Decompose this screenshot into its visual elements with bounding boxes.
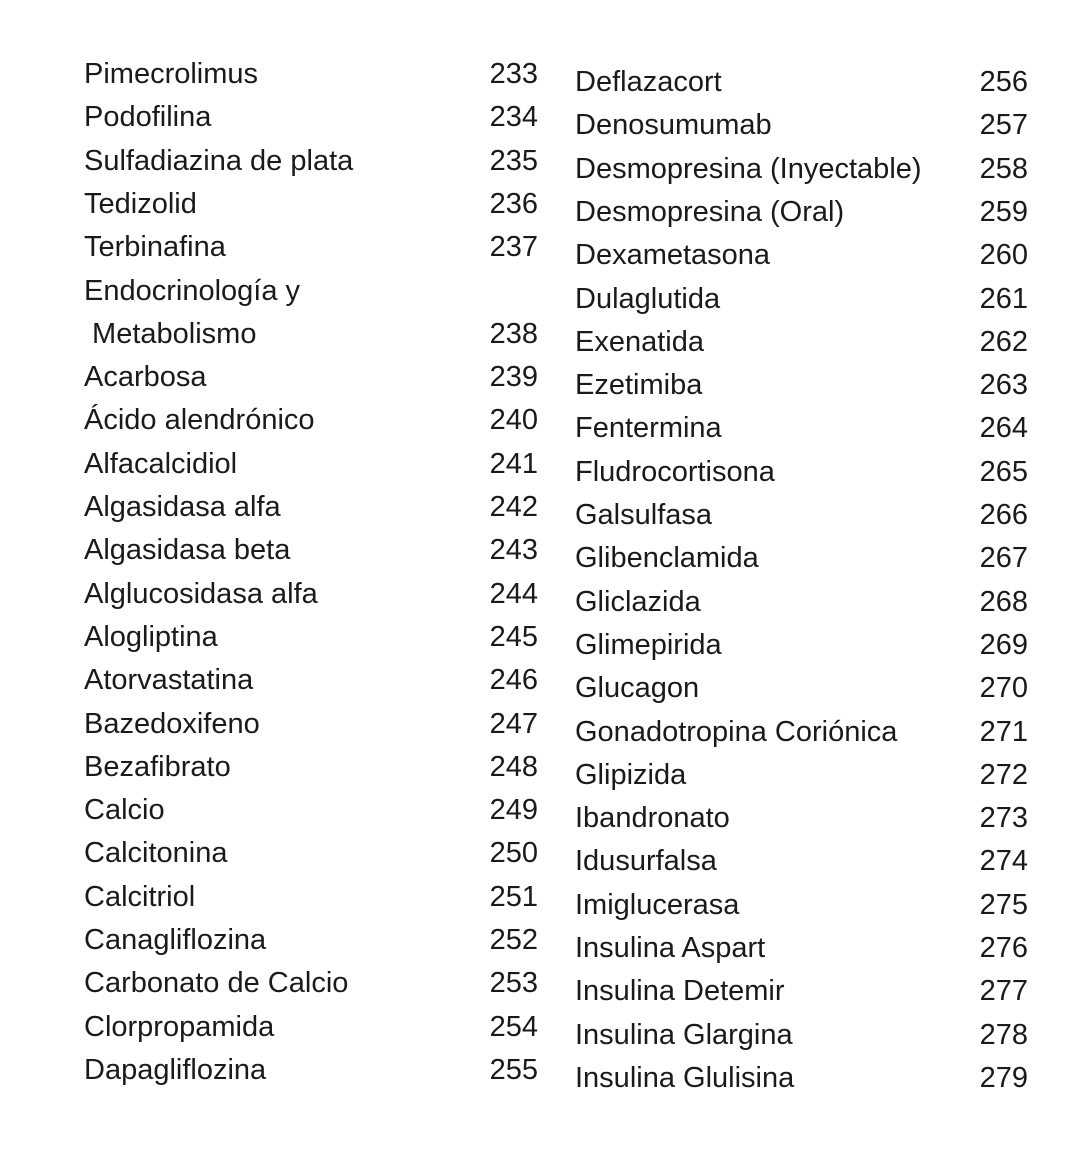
entry-page-number: 271: [979, 715, 1028, 748]
entry-page-number: 243: [489, 534, 538, 567]
entry-name: Exenatida: [575, 325, 704, 358]
entry-page-number: 262: [979, 325, 1028, 358]
entry-name: Glibenclamida: [575, 542, 759, 575]
entry-name: Terbinafina: [84, 231, 226, 264]
entry-page-number: 278: [979, 1018, 1028, 1051]
entry-name: Pimecrolimus: [84, 58, 259, 90]
index-entry: [575, 668, 1028, 708]
entry-name: Alogliptina: [84, 620, 218, 653]
index-entry: [575, 841, 1028, 881]
index-entry: [575, 755, 1028, 795]
entry-page-number: 261: [979, 282, 1028, 315]
entry-page-number: 244: [489, 577, 538, 610]
index-entry: [575, 885, 1028, 925]
entry-page-number: 263: [979, 369, 1028, 402]
index-entry: [575, 149, 1028, 189]
entry-page-number: 256: [979, 66, 1028, 98]
entry-name: Metabolismo: [84, 317, 257, 350]
entry-page-number: 265: [979, 455, 1028, 488]
entry-page-number: 268: [979, 585, 1028, 618]
entry-name: Dexametasona: [575, 239, 771, 272]
entry-page-number: 247: [489, 707, 538, 740]
index-entry: [575, 408, 1028, 448]
entry-page-number: 260: [979, 239, 1028, 272]
entry-name: Fentermina: [575, 412, 722, 445]
index-entry: [575, 538, 1028, 578]
index-entry: [575, 1015, 1028, 1055]
entry-page-number: 255: [489, 1053, 538, 1086]
index-entry: [575, 495, 1028, 535]
entry-page-number: 253: [489, 967, 538, 1000]
index-entry: [575, 928, 1028, 968]
entry-name: Calcitriol: [84, 880, 196, 913]
entry-page-number: 249: [489, 794, 538, 827]
entry-page-number: 274: [979, 845, 1028, 878]
entry-name: Insulina Glargina: [575, 1018, 793, 1051]
entry-name: Desmopresina (Oral): [575, 195, 845, 228]
entry-name: Calcitonina: [84, 837, 228, 870]
entry-page-number: 264: [979, 412, 1028, 445]
entry-page-number: 248: [489, 750, 538, 783]
entry-name: Endocrinología y: [84, 274, 301, 307]
entry-page-number: 258: [979, 152, 1028, 185]
entry-page-number: 245: [489, 620, 538, 653]
entry-page-number: 276: [979, 932, 1028, 964]
entry-page-number: 277: [979, 975, 1028, 1008]
entry-name: Glipizida: [575, 758, 687, 791]
entry-page-number: 266: [979, 499, 1028, 531]
entry-page-number: 246: [489, 664, 538, 697]
entry-name: Carbonato de Calcio: [84, 967, 349, 1000]
entry-name: Glucagon: [575, 672, 700, 705]
entry-page-number: 270: [979, 672, 1028, 705]
entry-page-number: 236: [489, 187, 538, 220]
entry-page-number: 272: [979, 758, 1028, 791]
index-entry: [575, 625, 1028, 665]
entry-page-number: 251: [489, 880, 538, 913]
entry-name: Sulfadiazina de plata: [84, 144, 354, 177]
entry-page-number: 269: [979, 628, 1028, 661]
entry-page-number: 250: [489, 837, 538, 870]
entry-name: Canagliflozina: [84, 924, 267, 956]
entry-page-number: 240: [489, 404, 538, 437]
entry-name: Bazedoxifeno: [84, 707, 260, 740]
index-entry: [575, 62, 1028, 102]
index-entry: [575, 279, 1028, 319]
entry-name: Podofilina: [84, 101, 212, 134]
entry-name: Gonadotropina Coriónica: [575, 715, 898, 748]
entry-page-number: 257: [979, 109, 1028, 142]
index-entry: [575, 1058, 1028, 1098]
entry-name: Ibandronato: [575, 802, 730, 835]
entry-page-number: 241: [489, 447, 538, 480]
entry-name: Clorpropamida: [84, 1010, 275, 1043]
entry-page-number: 238: [489, 317, 538, 350]
entry-name: Ácido alendrónico: [84, 404, 315, 437]
entry-name: Algasidasa beta: [84, 534, 291, 567]
entry-name: Insulina Aspart: [575, 932, 766, 964]
index-entry: [575, 192, 1028, 232]
index-entry: [575, 971, 1028, 1011]
index-entry: [575, 322, 1028, 362]
entry-page-number: 252: [489, 924, 538, 956]
entry-name: Alglucosidasa alfa: [84, 577, 318, 610]
entry-name: Glimepirida: [575, 628, 722, 661]
entry-page-number: 239: [489, 361, 538, 394]
index-entry: [575, 712, 1028, 752]
entry-page-number: 235: [489, 144, 538, 177]
index-entry: [575, 452, 1028, 492]
entry-page-number: 267: [979, 542, 1028, 575]
entry-name: Desmopresina (Inyectable): [575, 152, 922, 185]
entry-name: Denosumumab: [575, 109, 772, 142]
entry-name: Tedizolid: [84, 187, 197, 220]
index-entry: [575, 582, 1028, 622]
entry-page-number: 237: [489, 231, 538, 264]
entry-page-number: 234: [489, 101, 538, 134]
entry-page-number: 279: [979, 1061, 1028, 1094]
entry-name: Insulina Detemir: [575, 975, 785, 1008]
entry-name: Insulina Glulisina: [575, 1061, 795, 1094]
entry-name: Fludrocortisona: [575, 455, 775, 488]
entry-name: Bezafibrato: [84, 750, 231, 783]
entry-name: Acarbosa: [84, 361, 207, 394]
index-entry: [575, 235, 1028, 275]
entry-name: Dapagliflozina: [84, 1053, 267, 1086]
entry-page-number: 242: [489, 491, 538, 523]
entry-page-number: 275: [979, 888, 1028, 921]
entry-name: Dulaglutida: [575, 282, 721, 315]
entry-name: Imiglucerasa: [575, 888, 740, 921]
entry-name: Gliclazida: [575, 585, 701, 618]
entry-name: Galsulfasa: [575, 499, 713, 531]
entry-name: Deflazacort: [575, 66, 722, 98]
entry-page-number: 273: [979, 802, 1028, 835]
entry-name: Atorvastatina: [84, 664, 254, 697]
index-entry: [575, 798, 1028, 838]
entry-page-number: 254: [489, 1010, 538, 1043]
index-entry: [575, 105, 1028, 145]
entry-page-number: 233: [489, 58, 538, 90]
entry-page-number: 259: [979, 195, 1028, 228]
entry-name: Calcio: [84, 794, 165, 827]
entry-name: Idusurfalsa: [575, 845, 717, 878]
entry-name: Alfacalcidiol: [84, 447, 238, 480]
index-entry: [575, 365, 1028, 405]
entry-name: Ezetimiba: [575, 369, 703, 402]
entry-name: Algasidasa alfa: [84, 491, 281, 523]
